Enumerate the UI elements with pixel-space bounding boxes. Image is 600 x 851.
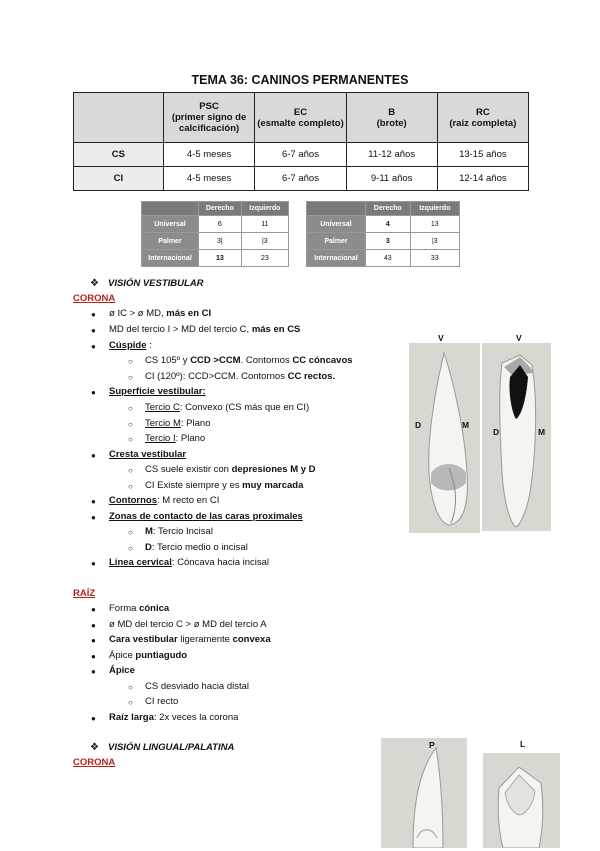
text-bold: cónica <box>139 603 170 614</box>
canine-tooth-icon <box>409 343 480 533</box>
text-bold: muy marcada <box>242 480 304 491</box>
table-cell: 3 <box>366 233 411 250</box>
table-cell: 6-7 años <box>255 143 346 167</box>
text: ø MD del tercio C > ø MD del tercio A <box>109 619 267 630</box>
header-rc: RC <box>475 106 490 118</box>
list-item <box>145 696 178 707</box>
bullet-icon: ● <box>91 621 96 630</box>
table-header: Derecho <box>366 202 411 216</box>
figure-label: P <box>429 740 435 750</box>
table-cell: |3 <box>241 233 288 250</box>
text-bold: D <box>145 542 152 553</box>
text: ø IC > ø MD, <box>109 308 167 319</box>
figure-label: V <box>516 333 522 343</box>
bullet-icon: ● <box>91 605 96 614</box>
diamond-bullet-icon: ❖ <box>90 278 99 289</box>
circle-bullet-icon: ○ <box>128 544 133 553</box>
figure-label: D <box>415 420 422 430</box>
header-ec: EC <box>293 106 308 118</box>
list-item <box>109 665 135 676</box>
circle-bullet-icon: ○ <box>128 482 133 491</box>
text: CI Existe siempre y es <box>145 480 243 491</box>
text: : Cóncava hacia incisal <box>171 557 270 568</box>
table-cell: |3 <box>410 233 459 250</box>
bullet-icon: ● <box>91 636 96 645</box>
page-title: TEMA 36: CANINOS PERMANENTES <box>191 73 409 87</box>
canine-tooth-icon <box>483 753 560 848</box>
text: : Tercio medio o incisal <box>151 542 248 553</box>
list-item <box>145 542 248 553</box>
table-row <box>74 143 529 167</box>
figure-label: M <box>538 427 546 437</box>
table-cell: 4-5 meses <box>163 143 255 167</box>
text-underlined: Cresta vestibular <box>109 449 187 460</box>
bullet-icon: ● <box>91 652 96 661</box>
text-underlined: Superficie vestibular: <box>109 386 206 397</box>
row-label: Universal <box>142 216 199 233</box>
bullet-icon: ● <box>91 326 96 335</box>
header-psc: PSC <box>199 101 219 112</box>
text-bold: depresiones M y D <box>231 464 316 475</box>
table-cell: 33 <box>410 250 459 267</box>
text-bold: Cara vestibular <box>109 634 178 645</box>
table-header: Izquierdo <box>410 202 459 216</box>
tooth-figure-lower-vestibular <box>482 343 551 531</box>
list-item <box>109 619 267 630</box>
text: Forma <box>109 603 140 614</box>
list-item <box>145 418 210 429</box>
table-cell: 11 <box>241 216 288 233</box>
bullet-icon: ● <box>91 310 96 319</box>
row-label: Universal <box>307 216 366 233</box>
table-cell: 13 <box>410 216 459 233</box>
circle-bullet-icon: ○ <box>128 466 133 475</box>
table-cell: 13 <box>199 250 242 267</box>
list-item <box>145 355 353 366</box>
row-label: Internacional <box>307 250 366 267</box>
text-underlined: Zonas de contacto de las caras proximales <box>109 511 303 522</box>
header-psc-desc: (primer signo de calcificación) <box>171 112 247 134</box>
bullet-icon: ● <box>91 342 96 351</box>
tooth-figure-upper-vestibular <box>409 343 480 533</box>
numbering-table-lower <box>306 201 460 267</box>
text-bold: M <box>145 526 153 537</box>
text: : M recto en CI <box>157 495 220 506</box>
table-cell: 11-12 años <box>346 143 437 167</box>
list-item <box>145 402 309 413</box>
circle-bullet-icon: ○ <box>128 373 133 382</box>
text-underlined: Tercio I <box>145 433 176 444</box>
circle-bullet-icon: ○ <box>128 683 133 692</box>
table-header: Izquierdo <box>241 202 288 216</box>
row-label: CS <box>74 143 164 167</box>
text-bold: Ápice <box>109 665 135 676</box>
text: CS desviado hacia distal <box>145 681 250 692</box>
circle-bullet-icon: ○ <box>128 528 133 537</box>
text-bold: convexa <box>232 634 271 645</box>
header-ec-desc: (esmalte completo) <box>257 117 344 129</box>
text: : Plano <box>175 433 206 444</box>
figure-label: M <box>462 420 470 430</box>
text-underlined: Cúspide <box>109 340 147 351</box>
text: Ápice <box>109 650 136 661</box>
text: CS 105º y <box>145 355 191 366</box>
text-bold: puntiagudo <box>135 650 188 661</box>
numbering-table-upper <box>141 201 289 267</box>
subheading-raiz: RAÍZ <box>73 588 96 599</box>
subheading-corona: CORONA <box>73 293 116 304</box>
text: : <box>146 340 152 351</box>
bullet-icon: ● <box>91 451 96 460</box>
text: : Tercio Incisal <box>152 526 213 537</box>
figure-label: L <box>520 739 526 749</box>
canine-tooth-icon <box>482 343 551 531</box>
header-rc-desc: (raíz completa) <box>449 117 517 129</box>
list-item <box>145 526 213 537</box>
text: CI recto <box>145 696 179 707</box>
bullet-icon: ● <box>91 559 96 568</box>
text-bold: CC rectos. <box>287 371 336 382</box>
section-heading-lingual: VISIÓN LINGUAL/PALATINA <box>108 742 235 753</box>
table-cell: 6-7 años <box>255 167 346 191</box>
table-cell: 12-14 años <box>437 167 528 191</box>
list-item <box>109 712 238 723</box>
bullet-icon: ● <box>91 714 96 723</box>
circle-bullet-icon: ○ <box>128 435 133 444</box>
text: : 2x veces la corona <box>153 712 239 723</box>
bullet-icon: ● <box>91 388 96 397</box>
table-cell: 13-15 años <box>437 143 528 167</box>
text-bold: Raíz larga <box>109 712 154 723</box>
list-item <box>145 433 205 444</box>
text: ligeramente <box>177 634 233 645</box>
text-underlined: Tercio C <box>145 402 180 413</box>
list-item <box>109 511 303 522</box>
section-heading-vestibular: VISIÓN VESTIBULAR <box>108 278 204 289</box>
text: : Plano <box>180 418 211 429</box>
header-b: B <box>388 106 396 118</box>
figure-label: D <box>493 427 500 437</box>
table-cell: 3| <box>199 233 242 250</box>
tooth-figure-palatine <box>381 738 467 848</box>
circle-bullet-icon: ○ <box>128 357 133 366</box>
row-label: CI <box>74 167 164 191</box>
subheading-corona: CORONA <box>73 757 116 768</box>
text: MD del tercio I > MD del tercio C, <box>109 324 252 335</box>
text-underlined: Línea cervical <box>109 557 172 568</box>
table-cell: 23 <box>241 250 288 267</box>
row-label: Palmer <box>307 233 366 250</box>
table-cell: 4 <box>366 216 411 233</box>
list-item <box>145 464 316 475</box>
eruption-table <box>73 92 529 191</box>
row-label: Internacional <box>142 250 199 267</box>
diamond-bullet-icon: ❖ <box>90 742 99 753</box>
bullet-icon: ● <box>91 667 96 676</box>
table-cell: 6 <box>199 216 242 233</box>
list-item <box>109 386 206 397</box>
row-label: Palmer <box>142 233 199 250</box>
text-underlined: Tercio M <box>145 418 181 429</box>
table-header: Derecho <box>199 202 242 216</box>
table-row <box>74 167 529 191</box>
text-bold: más en CI <box>166 308 212 319</box>
list-item <box>109 634 271 645</box>
header-b-desc: (brote) <box>376 117 407 129</box>
list-item <box>109 324 300 335</box>
text: CS suele existir con <box>145 464 232 475</box>
text: CI (120º): CCD>CCM. Contornos <box>145 371 288 382</box>
text: . Contornos <box>240 355 293 366</box>
list-item <box>145 480 303 491</box>
circle-bullet-icon: ○ <box>128 420 133 429</box>
text-underlined: Contornos <box>109 495 158 506</box>
text-bold: más en CS <box>251 324 301 335</box>
canine-tooth-icon <box>381 738 467 848</box>
text: : Convexo (CS más que en CI) <box>179 402 310 413</box>
list-item <box>109 650 187 661</box>
table-cell: 4-5 meses <box>163 167 255 191</box>
bullet-icon: ● <box>91 497 96 506</box>
table-cell: 9-11 años <box>346 167 437 191</box>
list-item <box>109 557 269 568</box>
figure-label: V <box>438 333 444 343</box>
tooth-figure-lingual <box>483 753 560 848</box>
list-item <box>109 449 186 460</box>
list-item <box>145 371 335 382</box>
text-bold: CCD >CCM <box>190 355 241 366</box>
table-cell: 43 <box>366 250 411 267</box>
list-item <box>109 603 169 614</box>
list-item <box>109 308 211 319</box>
circle-bullet-icon: ○ <box>128 404 133 413</box>
list-item <box>109 495 219 506</box>
list-item <box>109 340 152 351</box>
list-item <box>145 681 249 692</box>
text-bold: CC cóncavos <box>292 355 353 366</box>
bullet-icon: ● <box>91 513 96 522</box>
circle-bullet-icon: ○ <box>128 698 133 707</box>
